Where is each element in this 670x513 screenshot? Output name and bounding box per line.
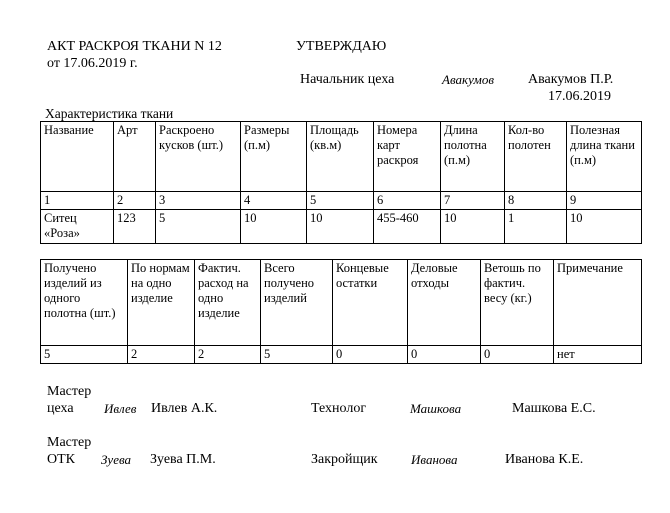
column-number: 7 — [441, 192, 505, 210]
results-header-cell: Всего получено изделий — [261, 260, 333, 346]
cutter-signature: Иванова — [411, 452, 458, 467]
master-otk-title-2: ОТК — [47, 452, 75, 467]
fabric-header-cell: Полезная длина ткани (п.м) — [567, 122, 642, 192]
results-cell: нет — [554, 346, 642, 364]
chief-name: Авакумов П.Р. — [528, 72, 614, 87]
fabric-header-cell: Арт — [114, 122, 156, 192]
act-date: от 17.06.2019 г. — [47, 56, 138, 71]
technologist-signature: Машкова — [410, 401, 462, 416]
cutter-title: Закройщик — [311, 452, 378, 467]
approve-date: 17.06.2019 — [548, 89, 611, 104]
fabric-header-cell: Название — [41, 122, 114, 192]
fabric-cell: 5 — [156, 210, 241, 244]
fabric-caption: Характеристика ткани — [45, 106, 174, 121]
fabric-cell: 123 — [114, 210, 156, 244]
column-number: 4 — [241, 192, 307, 210]
fabric-cell: 10 — [307, 210, 374, 244]
results-cell: 0 — [481, 346, 554, 364]
results-header-cell: Концевые остатки — [333, 260, 408, 346]
master-shop-signature: Ивлев — [104, 401, 137, 416]
technologist-title: Технолог — [311, 401, 367, 416]
results-header-cell: Получено изделий из одного полотна (шт.) — [41, 260, 128, 346]
results-header-cell: По нормам на одно изделие — [128, 260, 195, 346]
master-shop-name: Ивлев А.К. — [151, 401, 218, 416]
fabric-cell: 10 — [567, 210, 642, 244]
master-shop-title-1: Мастер — [47, 384, 92, 399]
fabric-cell: 455-460 — [374, 210, 441, 244]
column-number: 6 — [374, 192, 441, 210]
cutter-name: Иванова К.Е. — [505, 452, 584, 467]
results-cell: 2 — [128, 346, 195, 364]
results-cell: 0 — [408, 346, 481, 364]
fabric-cell: Ситец «Роза» — [41, 210, 114, 244]
results-cell: 5 — [41, 346, 128, 364]
fabric-data-row — [41, 210, 642, 244]
approve-heading: УТВЕРЖДАЮ — [296, 39, 387, 54]
column-number: 5 — [307, 192, 374, 210]
results-header-cell: Фактич. расход на одно изделие — [195, 260, 261, 346]
results-header-cell: Ветошь по фактич. весу (кг.) — [481, 260, 554, 346]
fabric-header-cell: Площадь (кв.м) — [307, 122, 374, 192]
chief-signature: Авакумов — [442, 72, 494, 87]
fabric-table — [40, 121, 642, 244]
column-number: 2 — [114, 192, 156, 210]
column-number: 8 — [505, 192, 567, 210]
fabric-cell: 1 — [505, 210, 567, 244]
results-header-cell: Деловые отходы — [408, 260, 481, 346]
technologist-name: Машкова Е.С. — [512, 401, 596, 416]
fabric-header-cell: Кол-во полотен — [505, 122, 567, 192]
results-cell: 0 — [333, 346, 408, 364]
column-number: 1 — [41, 192, 114, 210]
fabric-header-cell: Длина полотна (п.м) — [441, 122, 505, 192]
fabric-cell: 10 — [441, 210, 505, 244]
fabric-cell: 10 — [241, 210, 307, 244]
results-table — [40, 259, 642, 364]
fabric-header-cell: Размеры (п.м) — [241, 122, 307, 192]
column-number: 3 — [156, 192, 241, 210]
results-cell: 2 — [195, 346, 261, 364]
master-shop-title-2: цеха — [47, 401, 74, 416]
master-otk-signature: Зуева — [101, 452, 132, 467]
results-header-row — [41, 260, 642, 346]
results-header-cell: Примечание — [554, 260, 642, 346]
act-title: АКТ РАСКРОЯ ТКАНИ N 12 — [47, 39, 222, 54]
column-number: 9 — [567, 192, 642, 210]
fabric-header-row — [41, 122, 642, 192]
master-otk-title-1: Мастер — [47, 435, 92, 450]
fabric-header-cell: Номера карт раскроя — [374, 122, 441, 192]
chief-title: Начальник цеха — [300, 72, 395, 87]
master-otk-name: Зуева П.М. — [150, 452, 216, 467]
results-data-row — [41, 346, 642, 364]
results-cell: 5 — [261, 346, 333, 364]
fabric-number-row — [41, 192, 642, 210]
fabric-header-cell: Раскроено кусков (шт.) — [156, 122, 241, 192]
